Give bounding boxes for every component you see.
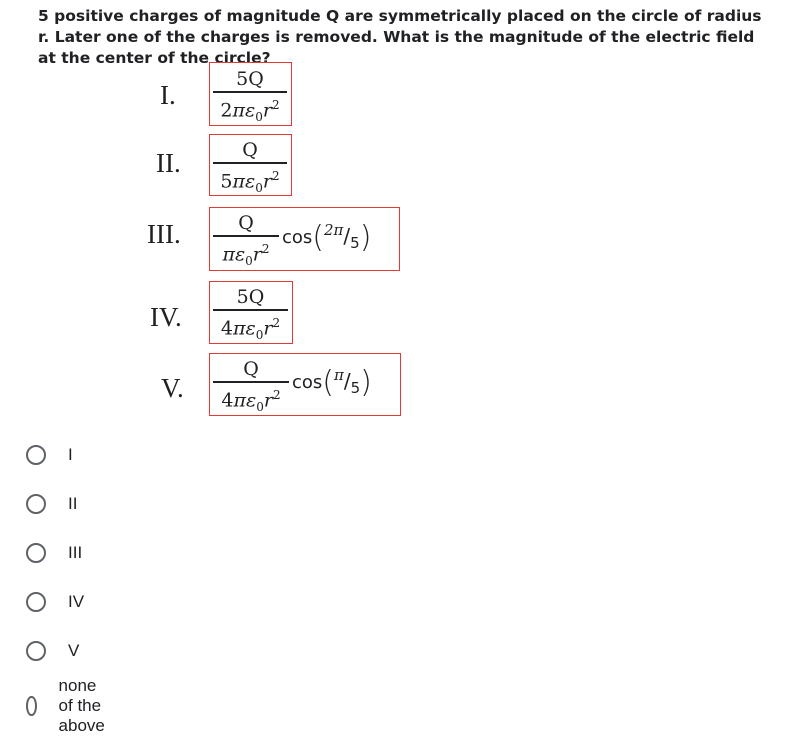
cosine-factor-5: $\cos(^\pi/_5)$ <box>292 365 372 400</box>
formula-denominator-5: $4\pi\varepsilon_0r^2$ <box>221 387 281 414</box>
formula-denominator-4: $4\pi\varepsilon_0r^2$ <box>220 315 281 342</box>
answer-option-6[interactable] <box>26 676 114 735</box>
answer-option-4[interactable] <box>26 589 84 615</box>
formula-box-3 <box>209 207 400 271</box>
cosine-factor-3: $\cos(^{2\pi}/_5)$ <box>282 220 372 255</box>
formula-numerator-1: 5Q <box>236 68 264 90</box>
roman-numeral-2: II. <box>156 148 181 178</box>
formula-denominator-3: $\pi\varepsilon_0r^2$ <box>222 241 270 268</box>
radio-button[interactable] <box>26 543 46 563</box>
formula-fraction-4 <box>213 285 288 347</box>
radio-button[interactable] <box>26 445 46 465</box>
answer-option-2[interactable] <box>26 491 77 517</box>
formula-numerator-2: Q <box>242 139 258 161</box>
formula-denominator-2: $5\pi\varepsilon_0r^2$ <box>220 168 280 195</box>
formula-denominator-1: $2\pi\varepsilon_0r^2$ <box>220 97 280 124</box>
answer-label: II <box>68 494 78 513</box>
formula-fraction-5 <box>213 357 289 419</box>
answer-label: V <box>68 641 80 660</box>
roman-numeral-5: V. <box>161 373 184 403</box>
answer-option-1[interactable] <box>26 442 73 468</box>
question-text: 5 positive charges of magnitude Q are symmetrically placed on the circle of radius r. Later one of the charges is removed. What is the magnitude of the electric field at the center of the circle? <box>38 7 762 67</box>
formula-box-5 <box>209 353 401 416</box>
answer-option-5[interactable] <box>26 638 79 664</box>
answer-label: I <box>68 445 73 464</box>
radio-button[interactable] <box>26 494 46 514</box>
formula-box-4 <box>209 281 293 344</box>
roman-numeral-4: IV. <box>150 302 182 332</box>
formula-box-2 <box>209 134 292 196</box>
roman-numeral-1: I. <box>160 80 176 110</box>
formula-fraction-2 <box>213 138 287 200</box>
answer-label: none of the above <box>58 676 105 735</box>
formula-options-figure <box>140 62 440 422</box>
radio-button[interactable] <box>26 641 46 661</box>
formula-numerator-5: Q <box>243 358 259 380</box>
radio-button[interactable] <box>26 696 37 716</box>
formula-fraction-1 <box>213 67 287 129</box>
roman-numeral-3: III. <box>147 219 181 249</box>
answer-label: III <box>68 543 83 562</box>
answer-label: IV <box>68 592 85 611</box>
formula-box-1 <box>209 62 292 126</box>
formula-numerator-4: 5Q <box>236 286 265 308</box>
answer-option-3[interactable] <box>26 540 82 566</box>
radio-button[interactable] <box>26 592 46 612</box>
formula-fraction-3 <box>213 211 279 273</box>
formula-numerator-3: Q <box>238 212 254 234</box>
